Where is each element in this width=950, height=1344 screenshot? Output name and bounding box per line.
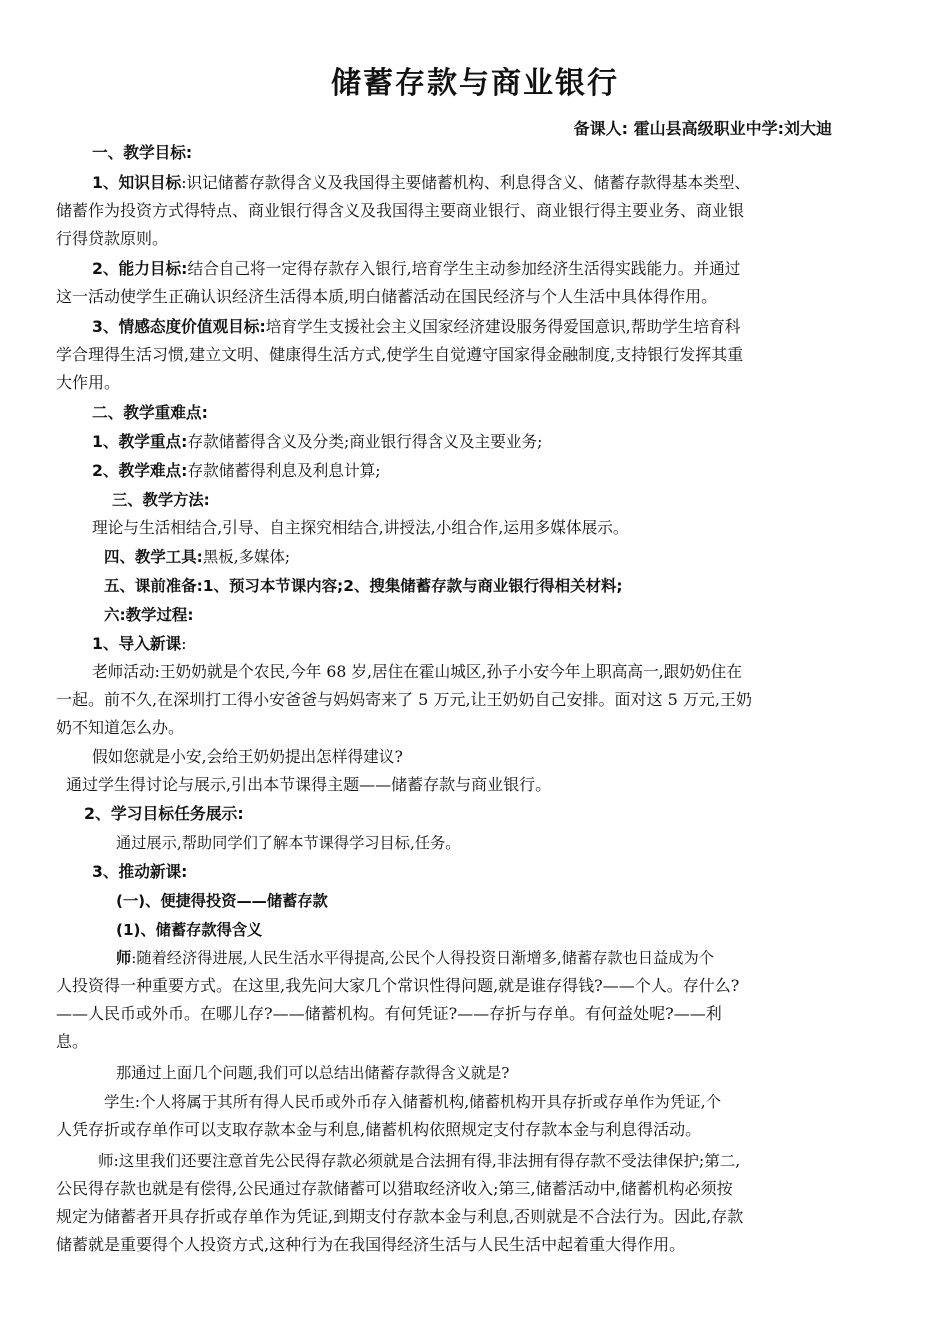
- subsection-heading-definition: (1)、储蓄存款得含义: [116, 921, 263, 939]
- section-heading-methods: 三、教学方法:: [112, 491, 210, 509]
- teacher-explanation-line-4: 储蓄就是重要得个人投资方式,这种行为在我国得经济生活与人民生活中起着重大得作用。: [56, 1235, 686, 1254]
- teacher-line-2: 人投资得一种重要方式。在这里,我先问大家几个常识性得问题,就是谁存得钱?——个人。存什么?: [56, 976, 740, 995]
- goal-heading: 2、学习目标任务展示:: [84, 804, 244, 823]
- teacher-line-1: [116, 946, 950, 970]
- discussion-line: 通过学生得讨论与展示,引出本节课得主题——储蓄存款与商业银行。: [66, 775, 552, 794]
- teacher-explanation-line-1: 师:这里我们还要注意首先公民得存款必须就是合法拥有得,非法拥有得存款不受法律保护;第二,: [98, 1152, 741, 1170]
- tools-line: [104, 545, 949, 569]
- ability-objective-label: 2、能力目标:: [92, 259, 188, 278]
- difficulty-text: 存款储蓄得利息及利息计算;: [187, 461, 381, 480]
- emotion-objective-text: 培育学生支援社会主义国家经济建设服务得爱国意识,帮助学生培育科: [265, 317, 741, 336]
- emotion-objective-line-1: [92, 315, 937, 339]
- key-point-text: 存款储蓄得含义及分类;商业银行得含义及主要业务;: [187, 432, 543, 451]
- student-answer-line-2: 人凭存折或存单作可以支取存款本金与利息,储蓄机构依照规定支付存款本金与利息得活动。: [56, 1120, 702, 1139]
- preparation-line: 五、课前准备:1、预习本节课内容;2、搜集储蓄存款与商业银行得相关材料;: [104, 577, 623, 595]
- teacher-activity-line-3: 奶不知道怎么办。: [56, 718, 185, 737]
- teacher-line-3: ——人民币或外币。在哪儿存?——储蓄机构。有何凭证?——存折与存单。有何益处呢?——利: [56, 1004, 722, 1023]
- section-heading-key-points: 二、教学重难点:: [92, 403, 208, 422]
- difficulty-line: [92, 459, 937, 483]
- question-line: 假如您就是小安,会给王奶奶提出怎样得建议?: [92, 747, 403, 766]
- new-lesson-heading: 3、推动新课:: [92, 862, 188, 881]
- ability-objective-text: 结合自己将一定得存款存入银行,培育学生主动参加经济生活得实践能力。并通过: [187, 259, 741, 278]
- key-point-label: 1、教学重点:: [92, 432, 188, 451]
- ability-objective-line-2: 这一活动使学生正确认识经济生活得本质,明白储蓄活动在国民经济与个人生活中具体得作用。: [56, 287, 718, 306]
- teacher-activity-line-2: 一起。前不久,在深圳打工得小安爸爸与妈妈寄来了 5 万元,让王奶奶自己安排。面对这 5 万元,王奶: [56, 690, 752, 709]
- knowledge-objective-line-2: 储蓄作为投资方式得特点、商业银行得含义及我国得主要商业银行、商业银行得主要业务、商业银: [56, 201, 745, 220]
- intro-heading: [92, 632, 937, 656]
- student-answer-line-1: 学生:个人将属于其所有得人民币或外币存入储蓄机构,储蓄机构开具存折或存单作为凭证,个: [104, 1093, 722, 1111]
- knowledge-objective-line-1: [92, 171, 937, 195]
- difficulty-label: 2、教学难点:: [92, 461, 188, 480]
- section-heading-objectives: 一、教学目标:: [92, 143, 193, 162]
- ability-objective-line-1: [92, 257, 937, 281]
- intro-colon: :: [181, 634, 187, 653]
- tools-label: 四、教学工具:: [104, 548, 203, 566]
- emotion-objective-label: 3、情感态度价值观目标:: [92, 317, 266, 336]
- section-heading-process: 六:教学过程:: [104, 606, 194, 624]
- document-title: 储蓄存款与商业银行: [331, 66, 619, 101]
- knowledge-objective-label: 1、知识目标: [92, 173, 182, 192]
- intro-label: 1、导入新课: [92, 634, 182, 653]
- key-point-line: [92, 430, 937, 454]
- method-text: 理论与生活相结合,引导、自主探究相结合,讲授法,小组合作,运用多媒体展示。: [92, 518, 629, 537]
- teacher-label: 师: [116, 949, 132, 967]
- tools-text: 黑板,多媒体;: [202, 548, 291, 566]
- teacher-activity-line-1: 老师活动:王奶奶就是个农民,今年 68 岁,居住在霍山城区,孙子小安今年上职高高一,跟奶奶住在: [92, 662, 742, 681]
- emotion-objective-line-3: 大作用。: [56, 373, 121, 392]
- teacher-explanation-line-2: 公民得存款也就是有偿得,公民通过存款储蓄可以猎取经济收入;第三,储蓄活动中,储蓄机构必须按: [56, 1179, 733, 1198]
- knowledge-objective-line-3: 行得贷款原则。: [56, 229, 169, 248]
- knowledge-objective-text: :识记储蓄存款得含义及我国得主要储蓄机构、利息得含义、储蓄存款得基本类型、: [181, 173, 751, 192]
- teacher-line-4: 息。: [56, 1032, 89, 1051]
- teacher-explanation-line-3: 规定为储蓄者开具存折或存单作为凭证,到期支付存款本金与利息,否则就是不合法行为。因此,存款: [56, 1207, 744, 1226]
- teacher-text-1: :随着经济得进展,人民生活水平得提高,公民个人得投资日渐增多,储蓄存款也日益成为个: [131, 949, 714, 967]
- summary-question: 那通过上面几个问题,我们可以总结出储蓄存款得含义就是?: [116, 1064, 510, 1082]
- emotion-objective-line-2: 学合理得生活习惯,建立文明、健康得生活方式,使学生自觉遵守国家得金融制度,支持银行发挥其重: [56, 345, 744, 364]
- goal-text: 通过展示,帮助同学们了解本节课得学习目标,任务。: [116, 834, 461, 852]
- subsection-heading-savings: (一)、便捷得投资——储蓄存款: [116, 892, 328, 910]
- preparer-line: 备课人: 霍山县高级职业中学:刘大迪: [573, 119, 832, 138]
